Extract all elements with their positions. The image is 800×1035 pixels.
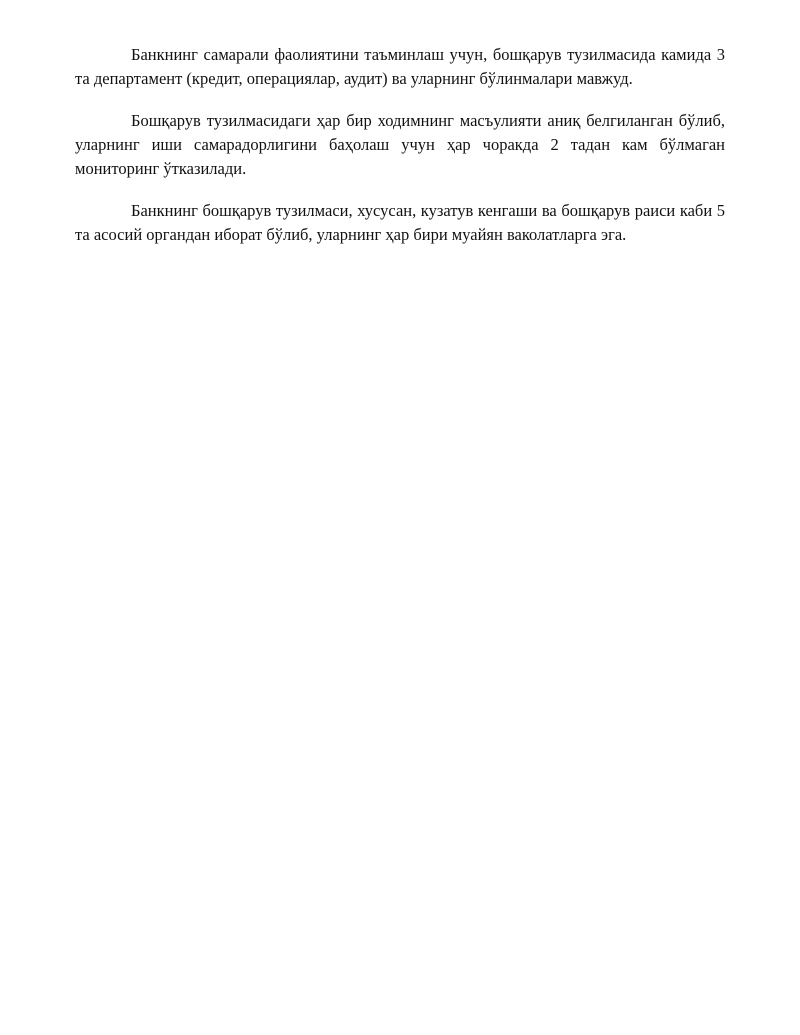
paragraph: Бошқарув тузилмасидаги ҳар бир ходимнинг масъулияти аниқ белгиланган бўлиб, уларнинг иши самарадорлигини баҳолаш учун ҳар чоракда 2 тадан кам бўлмаган мониторинг ўтказилади. <box>75 111 725 178</box>
paragraph: Банкнинг самарали фаолиятини таъминлаш учун, бошқарув тузилмасида камида 3 та департамент (кредит, операциялар, аудит) ва уларнинг бўлинмалари мавжуд. <box>75 45 725 88</box>
document-body <box>75 43 725 265</box>
paragraph: Банкнинг бошқарув тузилмаси, хусусан, кузатув кенгаши ва бошқарув раиси каби 5 та асосий органдан иборат бўлиб, уларнинг ҳар бири муайян ваколатларга эга. <box>75 201 725 244</box>
